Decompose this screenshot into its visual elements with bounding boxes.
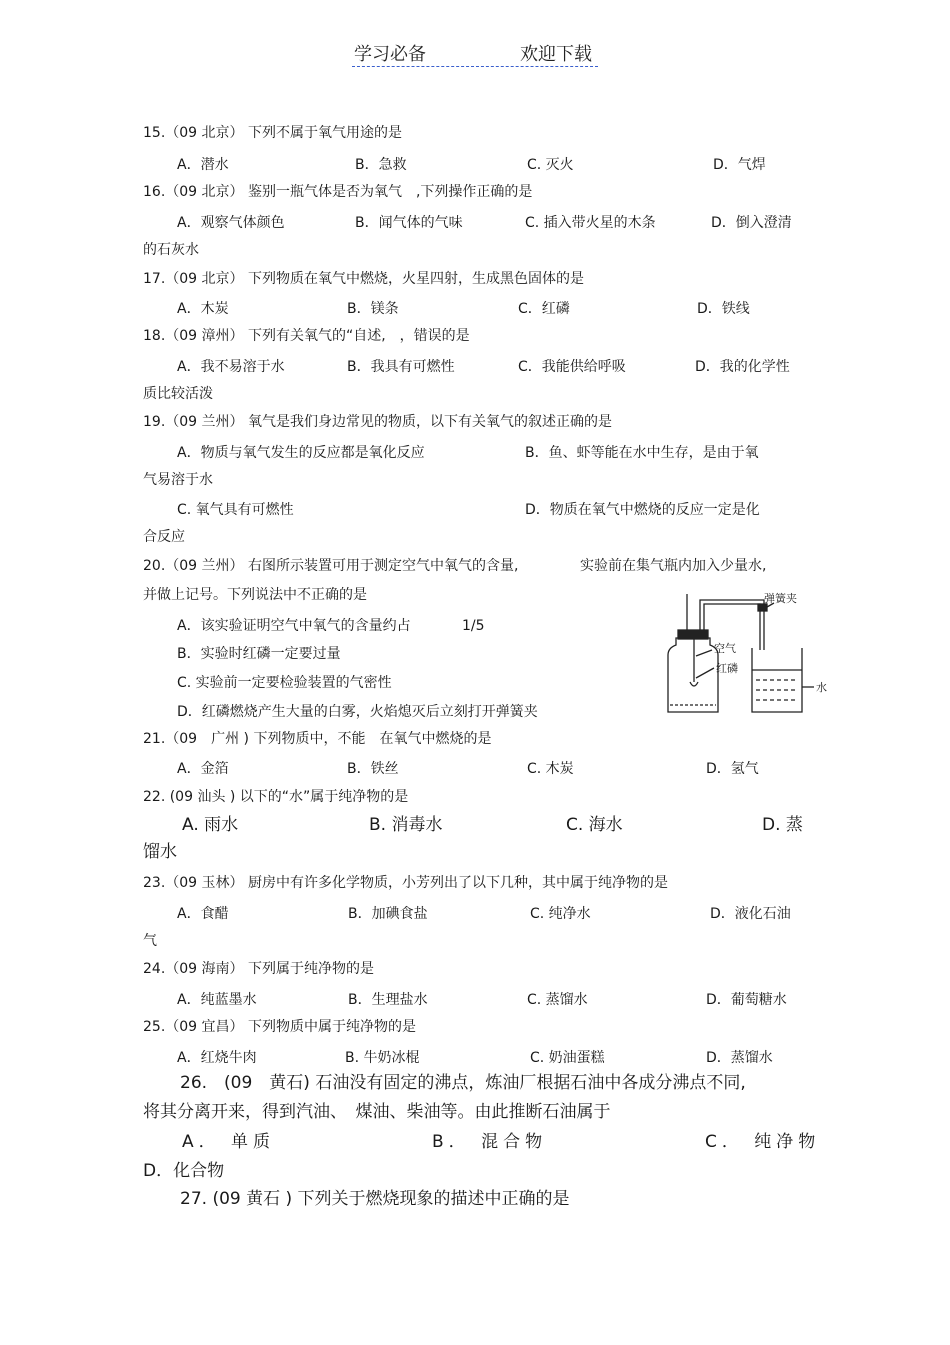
- option-17b: B．镁条: [347, 301, 399, 317]
- option-20a-fraction: 1/5: [462, 618, 485, 634]
- option-15d: D．气焊: [713, 157, 766, 173]
- option-26a: A． 单质: [182, 1132, 276, 1152]
- option-15c: C. 灭火: [527, 157, 574, 173]
- option-24d: D．葡萄糖水: [706, 992, 787, 1008]
- label-air: 空气: [714, 642, 736, 655]
- header-right: 欢迎下载: [520, 44, 592, 65]
- option-25a: A．红烧牛肉: [177, 1050, 257, 1066]
- question-16: 16.（09 北京） 鉴别一瓶气体是否为氧气 ,下列操作正确的是: [143, 184, 533, 200]
- question-21: 21.（09 广州 ) 下列物质中，不能 在氧气中燃烧的是: [143, 731, 492, 747]
- option-15a: A．潜水: [177, 157, 229, 173]
- option-25c: C. 奶油蛋糕: [530, 1050, 605, 1066]
- option-21c: C. 木炭: [527, 761, 574, 777]
- question-19: 19.（09 兰州） 氧气是我们身边常见的物质，以下有关氧气的叙述正确的是: [143, 414, 612, 430]
- option-20d: D．红磷燃烧产生大量的白雾，火焰熄灭后立刻打开弹簧夹: [177, 704, 538, 720]
- header-divider: [352, 66, 598, 67]
- option-24b: B．生理盐水: [348, 992, 428, 1008]
- label-clip: 弹簧夹: [764, 592, 797, 605]
- question-26-continued: 将其分离开来，得到汽油、 煤油、柴油等。由此推断石油属于: [143, 1102, 611, 1122]
- option-17a: A．木炭: [177, 301, 229, 317]
- header-left: 学习必备: [354, 44, 426, 65]
- question-23: 23.（09 玉林） 厨房中有许多化学物质，小芳列出了以下几种，其中属于纯净物的是: [143, 875, 668, 891]
- option-19d: D．物质在氧气中燃烧的反应一定是化: [525, 502, 760, 518]
- option-15b: B．急救: [355, 157, 407, 173]
- option-26c: C． 纯净物: [705, 1132, 821, 1152]
- option-18b: B．我具有可燃性: [347, 359, 455, 375]
- option-25b: B. 牛奶冰棍: [345, 1050, 420, 1066]
- option-16c: C. 插入带火星的木条: [525, 215, 656, 231]
- option-18d-continued: 质比较活泼: [143, 386, 213, 402]
- question-20: 20.（09 兰州） 右图所示装置可用于测定空气中氧气的含量,: [143, 558, 519, 574]
- question-17: 17.（09 北京） 下列物质在氧气中燃烧，火星四射，生成黑色固体的是: [143, 271, 584, 287]
- option-22d: D. 蒸: [762, 815, 803, 835]
- option-19a: A．物质与氧气发生的反应都是氧化反应: [177, 445, 425, 461]
- option-23d: D．液化石油: [710, 906, 791, 922]
- option-20b: B．实验时红磷一定要过量: [177, 646, 341, 662]
- option-21d: D．氢气: [706, 761, 759, 777]
- option-26d: D．化合物: [143, 1161, 225, 1181]
- question-18: 18.（09 漳州） 下列有关氧气的“自述, ，错误的是: [143, 328, 470, 344]
- page-header: [352, 40, 598, 68]
- option-16d-continued: 的石灰水: [143, 242, 199, 258]
- option-23a: A．食醋: [177, 906, 229, 922]
- label-red-phosphorus: 红磷: [716, 662, 738, 675]
- option-16b: B．闻气体的气味: [355, 215, 463, 231]
- option-17c: C．红磷: [518, 301, 570, 317]
- question-20-right: 实验前在集气瓶内加入少量水,: [580, 558, 767, 574]
- option-19b: B．鱼、虾等能在水中生存，是由于氧: [525, 445, 759, 461]
- option-22c: C. 海水: [566, 815, 623, 835]
- label-water: 水: [816, 681, 827, 694]
- option-23d-continued: 气: [143, 933, 157, 949]
- question-15: 15.（09 北京） 下列不属于氧气用途的是: [143, 125, 402, 141]
- question-20-continued: 并做上记号。下列说法中不正确的是: [143, 587, 367, 603]
- option-17d: D．铁线: [697, 301, 750, 317]
- option-19d-continued: 合反应: [143, 529, 185, 545]
- option-19c: C. 氧气具有可燃性: [177, 502, 294, 518]
- option-25d: D．蒸馏水: [706, 1050, 773, 1066]
- option-18c: C．我能供给呼吸: [518, 359, 626, 375]
- question-24: 24.（09 海南） 下列属于纯净物的是: [143, 961, 374, 977]
- option-20a: A．该实验证明空气中氧气的含量约占: [177, 618, 411, 634]
- option-19b-continued: 气易溶于水: [143, 472, 213, 488]
- option-20c: C. 实验前一定要检验装置的气密性: [177, 675, 392, 691]
- option-22d-continued: 馏水: [143, 842, 177, 862]
- option-22a: A. 雨水: [182, 815, 239, 835]
- option-21b: B．铁丝: [347, 761, 399, 777]
- option-23c: C. 纯净水: [530, 906, 591, 922]
- oxygen-apparatus-figure: [656, 590, 836, 720]
- option-24c: C. 蒸馏水: [527, 992, 588, 1008]
- question-27: 27. (09 黄石 ) 下列关于燃烧现象的描述中正确的是: [180, 1189, 570, 1209]
- option-18a: A．我不易溶于水: [177, 359, 285, 375]
- option-24a: A．纯蓝墨水: [177, 992, 257, 1008]
- option-16a: A．观察气体颜色: [177, 215, 285, 231]
- option-18d: D．我的化学性: [695, 359, 790, 375]
- question-26: 26. (09 黄石) 石油没有固定的沸点，炼油厂根据石油中各成分沸点不同,: [180, 1073, 746, 1093]
- option-26b: B． 混合物: [432, 1132, 548, 1152]
- option-23b: B．加碘食盐: [348, 906, 428, 922]
- option-16d: D．倒入澄清: [711, 215, 792, 231]
- question-22: 22. (09 汕头 ) 以下的“水”属于纯净物的是: [143, 789, 409, 805]
- question-25: 25.（09 宜昌） 下列物质中属于纯净物的是: [143, 1019, 416, 1035]
- option-22b: B. 消毒水: [369, 815, 443, 835]
- option-21a: A．金箔: [177, 761, 229, 777]
